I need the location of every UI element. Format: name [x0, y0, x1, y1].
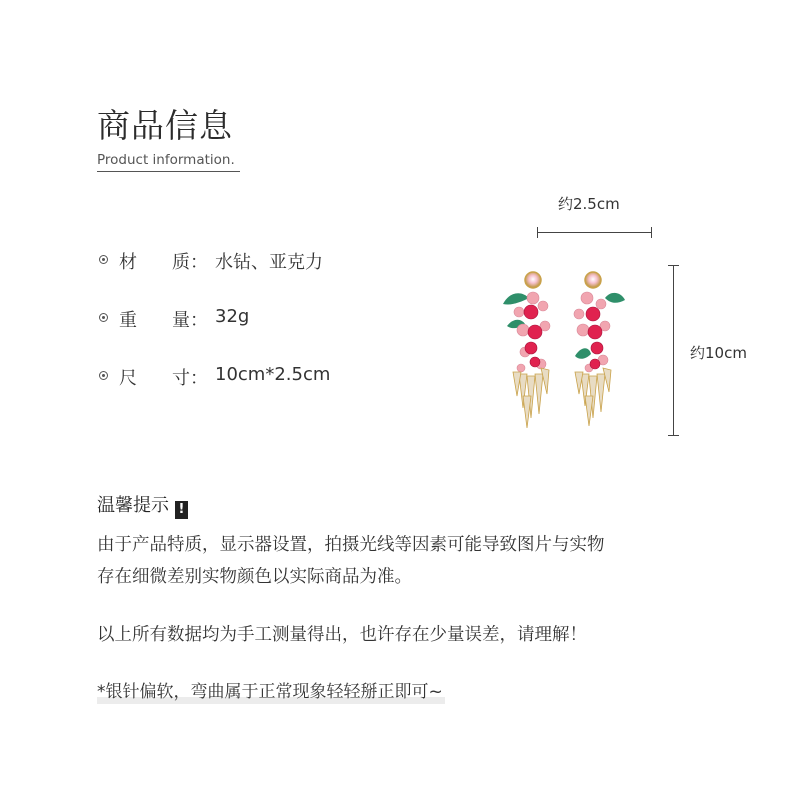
spec-value: 水钻、亚克力 [215, 252, 323, 273]
spec-value: 10cm*2.5cm [215, 364, 331, 385]
earring-right [574, 272, 625, 426]
bullet-icon [99, 313, 108, 322]
spec-row-size [97, 364, 397, 390]
spec-colon: ： [190, 310, 208, 331]
page-subtitle: Product information. [97, 152, 240, 172]
page-title: 商品信息 [97, 106, 233, 145]
spec-row-material [97, 248, 397, 274]
note-text: *银针偏软，弯曲属于正常现象轻轻掰正即可~ [97, 682, 443, 702]
earrings-product-image [495, 268, 625, 433]
spec-row-weight [97, 306, 397, 332]
notice-paragraph-line: 由于产品特质，显示器设置，拍摄光线等因素可能导致图片与实物 [97, 535, 605, 555]
notice-paragraph-line: 存在细微差别实物颜色以实际商品为准。 [97, 567, 412, 587]
spec-value: 32g [215, 306, 250, 327]
needle-note [97, 677, 443, 702]
notice-title-text: 温馨提示 [97, 495, 169, 516]
spec-key: 质 [172, 252, 190, 273]
bullet-icon [99, 255, 108, 264]
spec-key: 量 [172, 310, 190, 331]
exclamation-icon: ! [175, 501, 188, 519]
spec-colon: ： [190, 368, 208, 389]
earring-left [503, 272, 550, 428]
spec-key: 寸 [172, 368, 190, 389]
height-dimension-label: 约10cm [690, 344, 747, 362]
notice-paragraph: 以上所有数据均为手工测量得出，也许存在少量误差，请理解！ [97, 625, 587, 645]
width-dimension-label: 约2.5cm [558, 195, 620, 213]
notice-title [97, 491, 188, 519]
spec-key: 重 [119, 310, 137, 331]
spec-colon: ： [190, 252, 208, 273]
spec-key: 尺 [119, 368, 137, 389]
spec-key: 材 [119, 252, 137, 273]
bullet-icon [99, 371, 108, 380]
